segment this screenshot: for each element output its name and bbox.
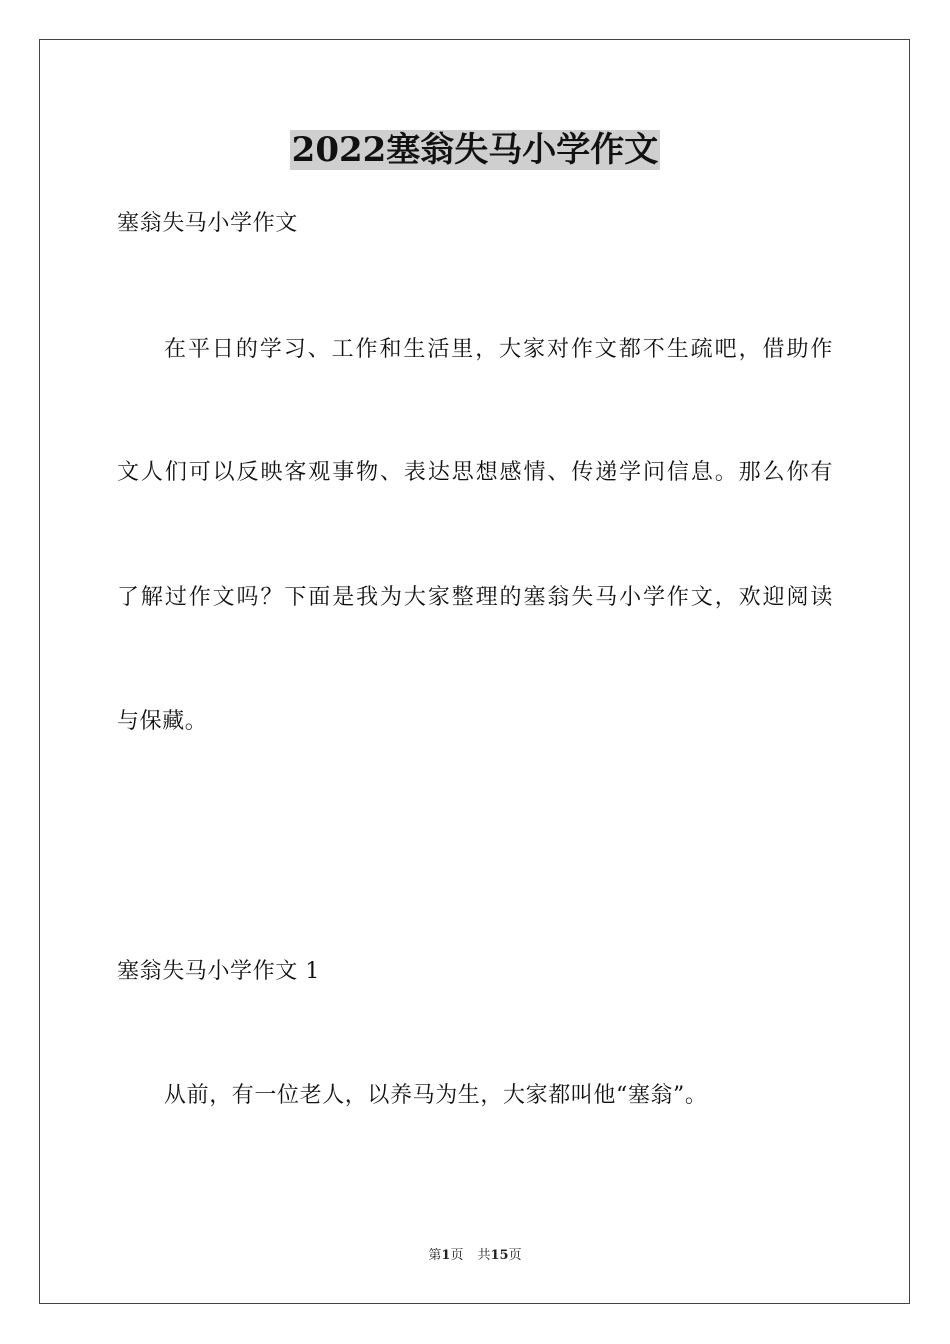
intro-line-1: 在平日的学习、工作和生活里，大家对作文都不生疏吧，借助作 [164,337,833,362]
intro-line-3: 了解过作文吗？下面是我为大家整理的塞翁失马小学作文，欢迎阅读 [117,585,833,610]
footer-page-prefix: 第 [428,1248,442,1263]
section-heading: 塞翁失马小学作文 1 [117,959,320,984]
footer-page-number: 1 [441,1248,451,1263]
page-footer [0,1247,950,1265]
intro-line-2: 文人们可以反映客观事物、表达思想感情、传递学问信息。那么你有 [117,460,833,485]
document-title [0,128,950,172]
footer-page-suffix: 页 [450,1248,464,1263]
footer-total-prefix: 共 [477,1248,491,1263]
section-paragraph-line: 从前，有一位老人，以养马为生，大家都叫他“塞翁”。 [164,1083,708,1108]
footer-total-pages: 15 [490,1248,509,1263]
document-title-text: 2022塞翁失马小学作文 [291,130,659,170]
intro-line-4: 与保藏。 [117,709,208,734]
document-subtitle: 塞翁失马小学作文 [117,211,298,236]
footer-total-suffix: 页 [508,1248,522,1263]
